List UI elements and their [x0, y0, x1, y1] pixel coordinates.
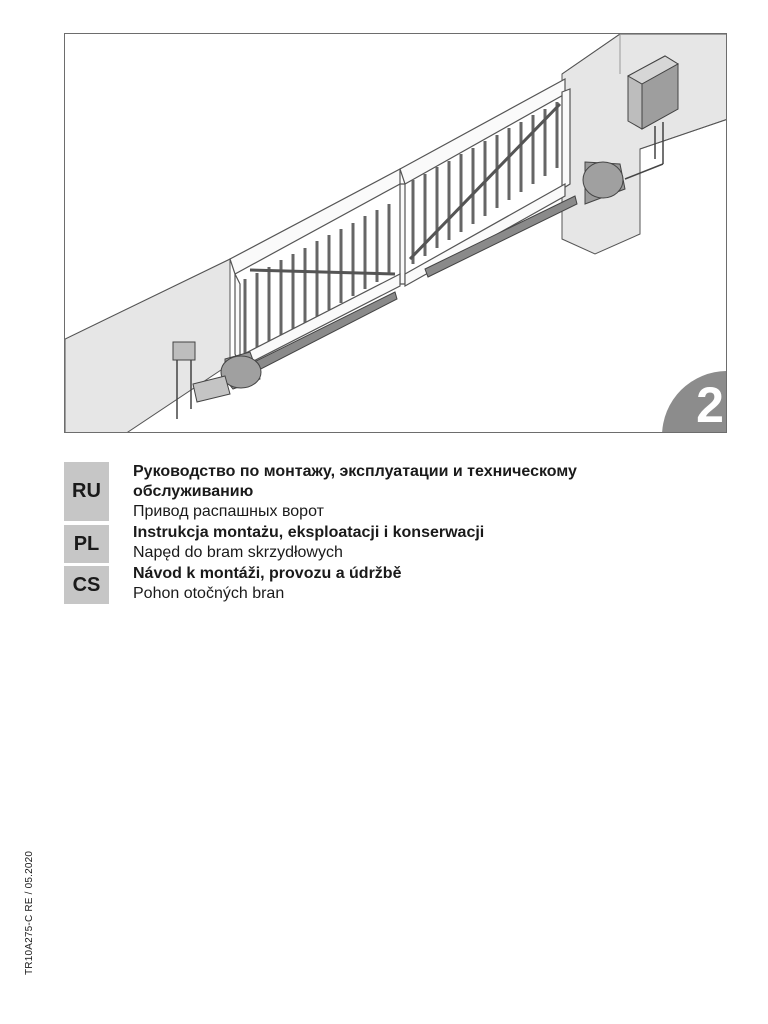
manual-subtitle-cs: Pohon otočných bran	[133, 585, 285, 602]
manual-title-cs: Návod k montáži, provozu a údržbě	[133, 565, 402, 582]
language-code-cs: CS	[64, 566, 109, 604]
manual-title-ru: Руководство по монтажу, эксплуатации и техническому обслуживанию	[133, 463, 577, 500]
gate-drawing	[65, 34, 727, 433]
document-code: TR10A275-C RE / 05.2020	[24, 850, 35, 975]
cover-illustration	[64, 33, 727, 433]
language-code-ru: RU	[64, 462, 109, 521]
language-code-pl: PL	[64, 525, 109, 563]
manual-subtitle-ru: Привод распашных ворот	[133, 503, 324, 520]
manual-subtitle-pl: Napęd do bram skrzydłowych	[133, 544, 343, 561]
manual-title-pl: Instrukcja montażu, eksploatacji i konserwacji	[133, 524, 485, 541]
figure-number: 2	[696, 377, 724, 433]
